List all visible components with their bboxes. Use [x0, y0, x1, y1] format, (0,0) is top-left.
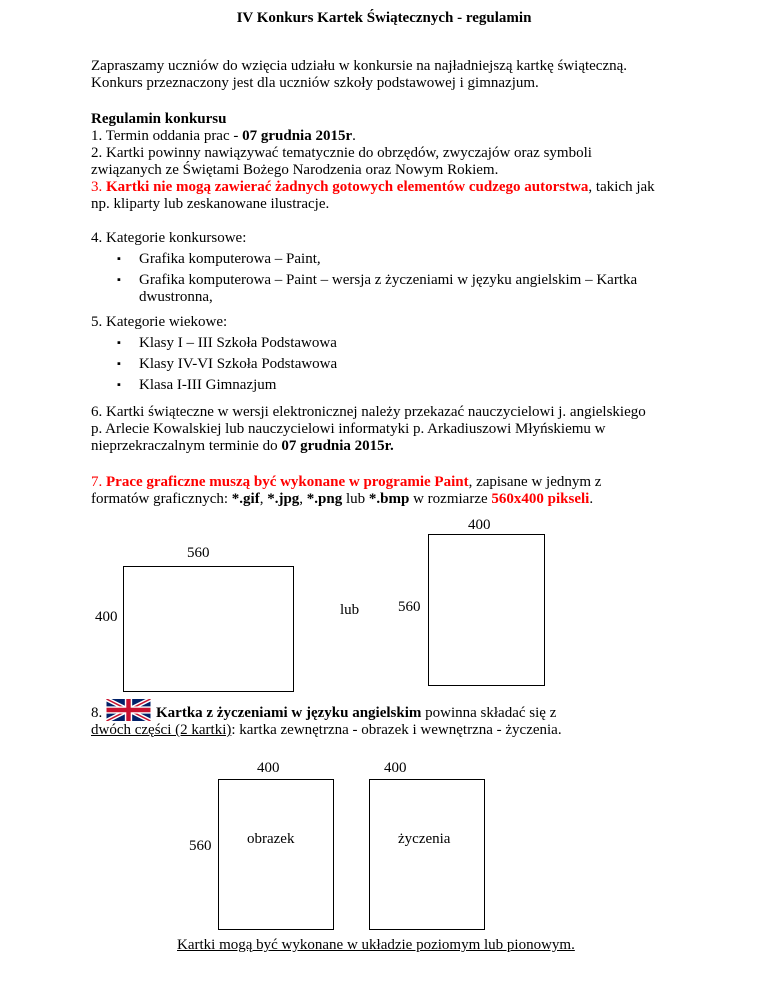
- landscape-height-label: 400: [95, 609, 118, 625]
- list-item: ▪ Klasa I-III Gimnazjum: [117, 377, 277, 393]
- card-2-width-label: 400: [384, 760, 407, 776]
- category-label: Grafika komputerowa – Paint – wersja z życzeniami w języku angielskim – Kartka dwustronna,: [139, 272, 638, 305]
- rule-2-line-1: 2. Kartki powinny nawiązywać tematycznie do obrzędów, zwyczajów oraz symboli: [91, 145, 592, 161]
- size-prefix: w rozmiarze: [409, 491, 492, 507]
- rule-7-line-2: [91, 491, 691, 508]
- rule-8-line-1: [156, 705, 696, 722]
- card-inner-outline: [369, 779, 485, 930]
- rule-2-line-2: związanych ze Świętami Bożego Narodzenia oraz Nowym Rokiem.: [91, 162, 499, 178]
- rule-8-parts: dwóch części (2 kartki): [91, 722, 232, 738]
- or-label: lub: [340, 602, 360, 618]
- age-category-label: Klasa I-III Gimnazjum: [139, 377, 277, 393]
- uk-flag-icon: [106, 699, 151, 721]
- rule-6-deadline: 07 grudnia 2015r.: [281, 438, 394, 454]
- intro-line-2: Konkurs przeznaczony jest dla uczniów szkoły podstawowej i gimnazjum.: [91, 75, 539, 91]
- format-separator: lub: [342, 491, 369, 507]
- rule-5-heading: 5. Kategorie wiekowe:: [91, 314, 228, 330]
- rule-4: [91, 230, 691, 310]
- age-category-label: Klasy IV-VI Szkoła Podstawowa: [139, 356, 338, 372]
- rule-3-emphasis: Kartki nie mogą zawierać żadnych gotowych elementów cudzego autorstwa: [106, 179, 589, 195]
- rule-7-prefix: 7.: [91, 474, 106, 490]
- rule-1-date: 07 grudnia 2015r: [242, 128, 353, 144]
- rule-1-prefix: 1. Termin oddania prac -: [91, 128, 243, 144]
- landscape-card-outline: [123, 566, 294, 692]
- rule-8-number: 8.: [91, 705, 103, 721]
- card-1-label: obrazek: [247, 831, 295, 847]
- list-item: ▪ Grafika komputerowa – Paint – wersja z życzeniami w języku angielskim – Kartka dwustronna,: [117, 272, 638, 305]
- format-jpg: *.jpg: [267, 491, 300, 507]
- format-bmp: *.bmp: [368, 491, 410, 507]
- rule-6-line-3: [91, 438, 691, 455]
- portrait-height-label: 560: [398, 599, 421, 615]
- rule-4-heading: 4. Kategorie konkursowe:: [91, 230, 247, 246]
- rule-8-suffix: powinna składać się z: [421, 705, 557, 721]
- portrait-width-label: 400: [468, 517, 491, 533]
- image-size: 560x400 pikseli: [491, 491, 590, 507]
- rule-3-prefix: 3.: [91, 179, 106, 195]
- rule-7-end: .: [589, 491, 594, 507]
- format-separator: ,: [299, 491, 307, 507]
- list-item: ▪ Grafika komputerowa – Paint,: [117, 251, 321, 267]
- intro: [91, 58, 691, 92]
- rule-6-line-3-prefix: nieprzekraczalnym terminie do: [91, 438, 282, 454]
- intro-line-1: Zapraszamy uczniów do wzięcia udziału w konkursie na najładniejszą kartkę świąteczną.: [91, 58, 628, 74]
- rule-7-emphasis: Prace graficzne muszą być wykonane w programie Paint: [106, 474, 469, 490]
- rule-3-line-2: np. kliparty lub zeskanowane ilustracje.: [91, 196, 330, 212]
- rule-8-rest: : kartka zewnętrzna - obrazek i wewnętrzna - życzenia.: [231, 722, 562, 738]
- rule-1: [91, 128, 691, 145]
- rule-8-emphasis: Kartka z życzeniami w języku angielskim: [156, 705, 422, 721]
- rules-heading: Regulamin konkursu: [91, 111, 227, 127]
- age-categories: [91, 335, 691, 394]
- age-category-label: Klasy I – III Szkoła Podstawowa: [139, 335, 337, 351]
- card-2-label: życzenia: [398, 831, 451, 847]
- formats-prefix: formatów graficznych:: [91, 491, 232, 507]
- rule-6-line-1: 6. Kartki świąteczne w wersji elektronicznej należy przekazać nauczycielowi j. angielskiego: [91, 404, 646, 420]
- card-height-label: 560: [189, 838, 212, 854]
- rule-7-line-1: [91, 474, 691, 491]
- rule-1-suffix: .: [352, 128, 356, 144]
- rule-6-line-2: p. Arlecie Kowalskiej lub nauczycielowi informatyki p. Arkadiuszowi Młyńskiemu w: [91, 421, 606, 437]
- landscape-width-label: 560: [187, 545, 210, 561]
- list-item: ▪ Klasy IV-VI Szkoła Podstawowa: [117, 356, 338, 372]
- document-title: IV Konkurs Kartek Świątecznych - regulamin: [236, 10, 532, 26]
- rule-3: [91, 179, 691, 196]
- list-item: ▪ Klasy I – III Szkoła Podstawowa: [117, 335, 337, 351]
- category-label: Grafika komputerowa – Paint,: [139, 251, 321, 267]
- rule-8-line-2: [91, 722, 691, 739]
- footer-note: Kartki mogą być wykonane w układzie poziomym lub pionowym.: [177, 937, 575, 953]
- format-gif: *.gif: [231, 491, 260, 507]
- rule-6: [91, 404, 691, 455]
- competition-categories: [91, 251, 691, 306]
- rules-section: [91, 111, 691, 213]
- format-separator: ,: [259, 491, 268, 507]
- card-1-width-label: 400: [257, 760, 280, 776]
- rule-7-suffix: , zapisane w jednym z: [468, 474, 602, 490]
- card-outer-outline: [218, 779, 334, 930]
- portrait-card-outline: [428, 534, 545, 686]
- format-png: *.png: [306, 491, 343, 507]
- rule-5: [91, 314, 691, 398]
- rule-7: [91, 474, 691, 508]
- rule-3-suffix: , takich jak: [588, 179, 655, 195]
